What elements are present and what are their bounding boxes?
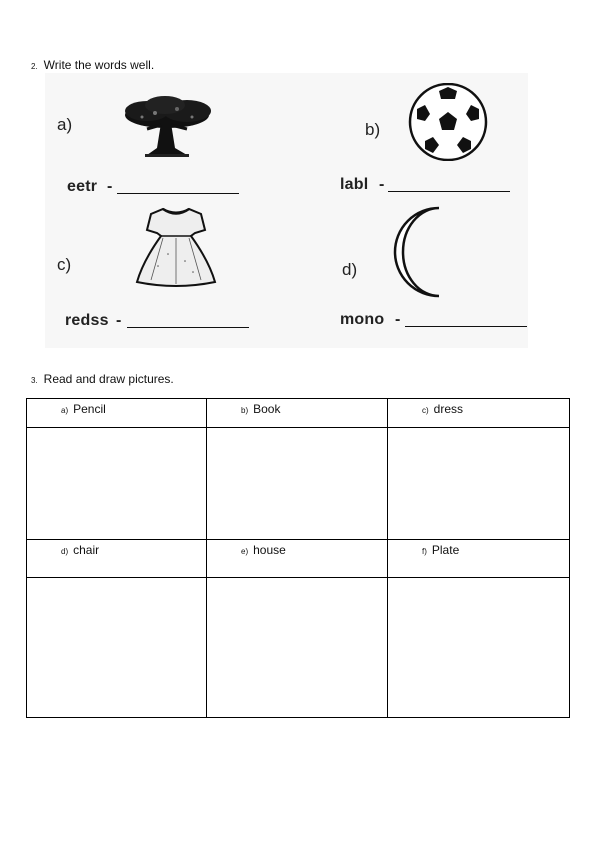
drawing-box-f[interactable] [388,578,570,718]
scrambled-word-d: mono [340,311,385,328]
drawing-box-b[interactable] [207,428,388,540]
drawing-box-e[interactable] [207,578,388,718]
drawing-box-d[interactable] [27,578,207,718]
answer-line-d [405,326,527,327]
cell-word: chair [73,543,100,557]
scrambled-word-b: labl [340,176,369,193]
label-cell-a [27,399,207,428]
label-cell-d [27,540,207,578]
drawing-box-a[interactable] [27,428,207,540]
dash-c: - [116,312,122,329]
scrambled-word-c: redss [65,312,109,329]
cell-letter: a) [61,406,69,415]
cell-word: dress [433,402,464,416]
item-letter-a: a) [57,115,73,134]
cell-letter: d) [61,547,69,556]
label-cell-c [388,399,570,428]
section-number: 3. [31,376,38,385]
section-2-heading [31,58,154,72]
cell-letter: f) [422,547,427,556]
drawing-row [27,578,570,718]
label-row [27,399,570,428]
cell-word: Pencil [73,402,106,416]
section-number: 2. [31,62,38,71]
label-cell-b [207,399,388,428]
dash-b: - [379,176,385,193]
cell-word: house [253,543,286,557]
dash-a: - [107,178,113,195]
cell-letter: e) [241,547,249,556]
drawing-box-c[interactable] [388,428,570,540]
cell-letter: b) [241,406,249,415]
drawing-row [27,428,570,540]
scrambled-word-a: eetr [67,178,98,195]
soccer-ball-icon [407,83,489,161]
label-cell-f [388,540,570,578]
answer-line-b [388,191,510,192]
item-letter-b: b) [365,120,381,139]
item-letter-c: c) [57,255,72,274]
cell-word: Book [253,402,281,416]
dress-icon [133,206,219,288]
section-instruction: Write the words well. [43,58,155,72]
crescent-moon-icon [381,205,445,299]
dash-d: - [395,311,401,328]
answer-line-a [117,193,239,194]
drawing-table [26,398,570,718]
label-cell-e [207,540,388,578]
cell-word: Plate [431,543,460,557]
label-row [27,540,570,578]
item-letter-d: d) [342,260,358,279]
cell-letter: c) [422,406,429,415]
tree-icon [117,93,217,163]
section-instruction: Read and draw pictures. [43,372,174,386]
word-exercise-image [45,73,528,348]
section-3-heading [31,372,174,386]
answer-line-c [127,327,249,328]
